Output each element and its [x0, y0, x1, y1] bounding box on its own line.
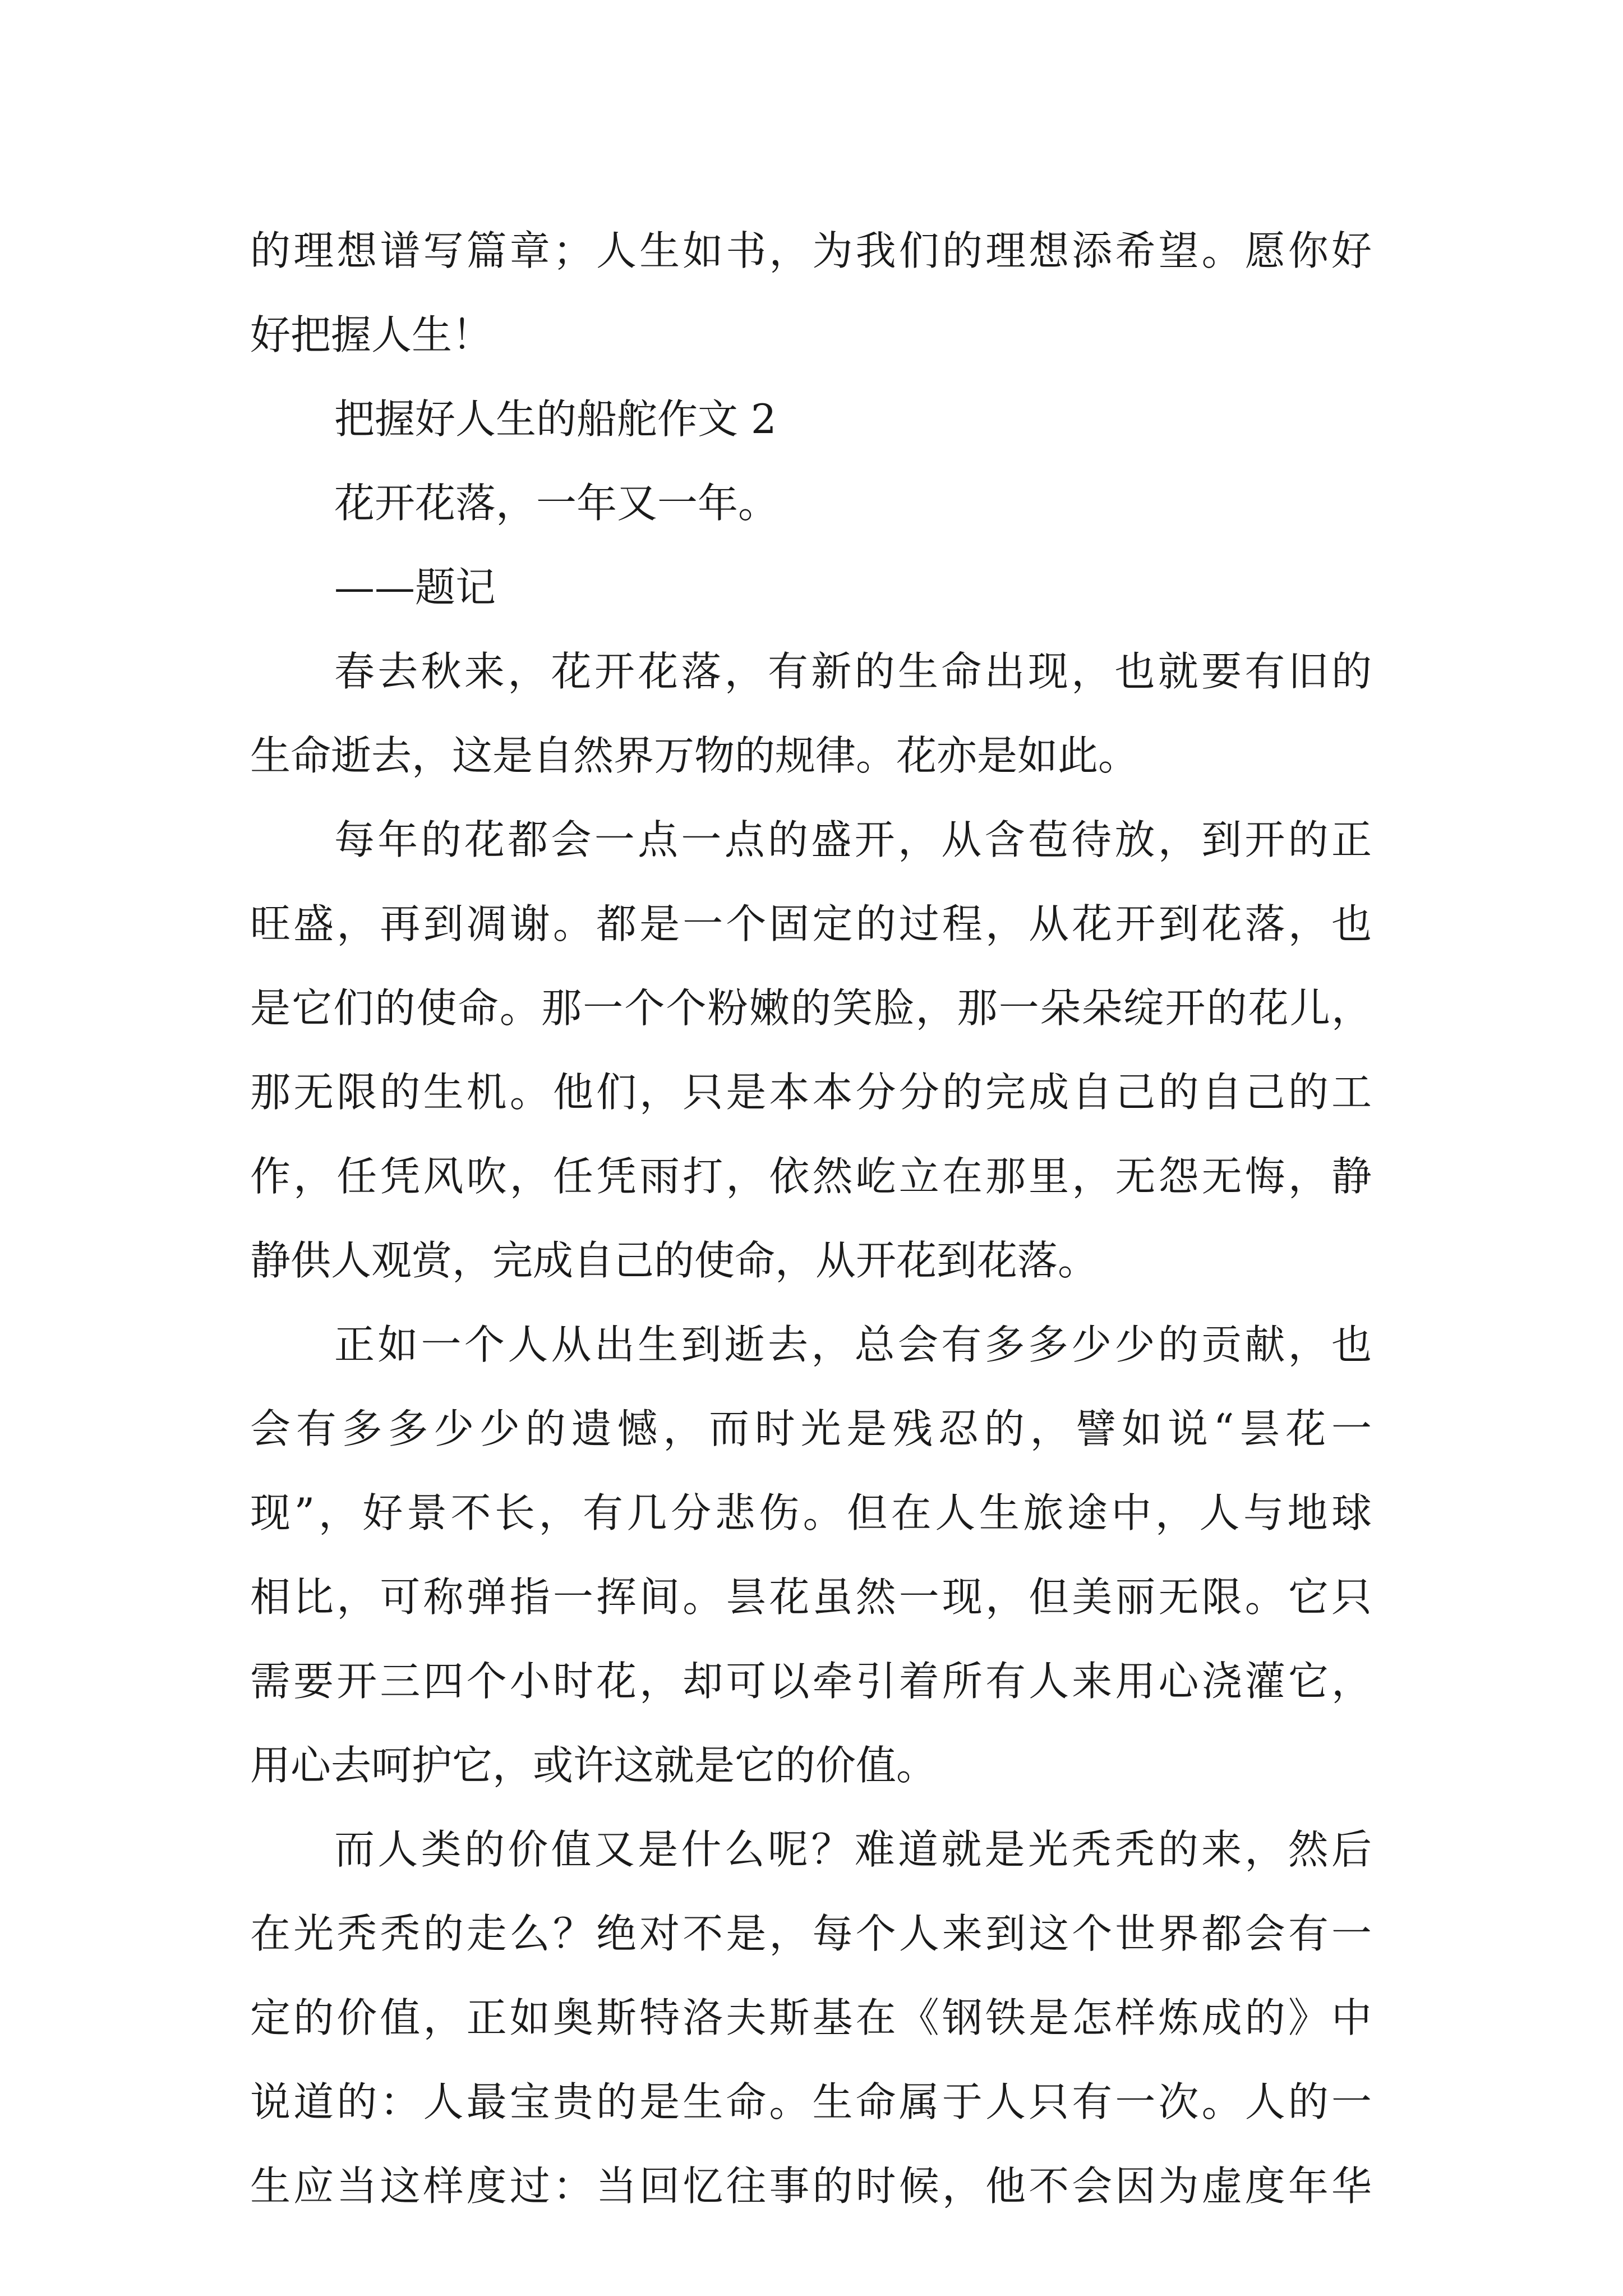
text-line: 每年的花都会一点一点的盛开，从含苞待放，到开的正: [334, 816, 1372, 863]
essay-title: 把握好人生的船舵作文 2: [334, 395, 777, 443]
epigraph-attribution: ——题记: [334, 564, 496, 611]
text-line: 正如一个人从出生到逝去，总会有多多少少的贡献，也: [334, 1321, 1372, 1368]
text-line: 而人类的价值又是什么呢？难道就是光秃秃的来，然后: [334, 1826, 1372, 1873]
text-line: 旺盛，再到凋谢。都是一个固定的过程，从花开到花落，也: [250, 900, 1372, 947]
epigraph: 花开花落，一年又一年。: [334, 480, 779, 527]
text-line: 生命逝去，这是自然界万物的规律。花亦是如此。: [250, 732, 1139, 779]
text-line: 说道的：人最宝贵的是生命。生命属于人只有一次。人的一: [250, 2078, 1372, 2125]
text-line: 定的价值，正如奥斯特洛夫斯基在《钢铁是怎样炼成的》中: [250, 1994, 1372, 2041]
text-line: 用心去呵护它，或许这就是它的价值。: [250, 1742, 937, 1789]
text-line: 会有多多少少的遗憾，而时光是残忍的，譬如说“昙花一: [250, 1405, 1372, 1452]
text-line: 相比，可称弹指一挥间。昙花虽然一现，但美丽无限。它只: [250, 1573, 1372, 1621]
text-line: 是它们的使命。那一个个粉嫩的笑脸，那一朵朵绽开的花儿，: [250, 984, 1372, 1032]
text-line: 的理想谱写篇章；人生如书，为我们的理想添希望。愿你好: [250, 227, 1372, 274]
text-line: 春去秋来，花开花落，有新的生命出现，也就要有旧的: [334, 648, 1372, 695]
text-line: 那无限的生机。他们，只是本本分分的完成自己的自己的工: [250, 1069, 1372, 1116]
text-line: 作，任凭风吹，任凭雨打，依然屹立在那里，无怨无悔，静: [250, 1153, 1372, 1200]
text-line: 在光秃秃的走么？绝对不是，每个人来到这个世界都会有一: [250, 1910, 1372, 1957]
text-line: 现”，好景不长，有几分悲伤。但在人生旅途中，人与地球: [250, 1489, 1372, 1536]
text-line: 需要开三四个小时花，却可以牵引着所有人来用心浇灌它，: [250, 1658, 1372, 1705]
text-line: 好把握人生！: [250, 311, 493, 358]
text-line: 静供人观赏，完成自己的使命，从开花到花落。: [250, 1237, 1099, 1284]
text-line: 生应当这样度过：当回忆往事的时候，他不会因为虚度年华: [250, 2162, 1372, 2210]
